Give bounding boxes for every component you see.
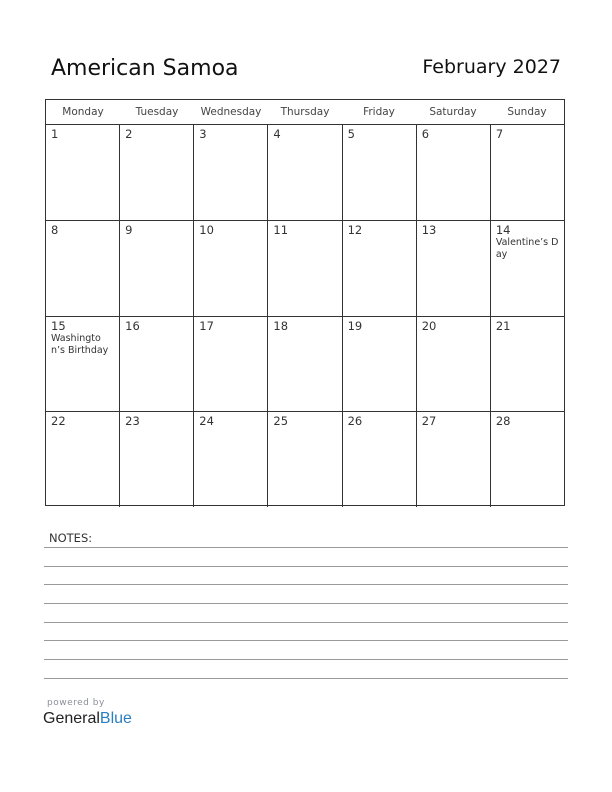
note-line (44, 640, 568, 641)
weekday-header: Saturday (429, 106, 477, 118)
day-number: 11 (273, 222, 289, 237)
day-cell (343, 317, 417, 412)
day-number: 3 (199, 127, 207, 141)
note-line (44, 622, 568, 623)
day-cell (417, 412, 491, 507)
day-number: 27 (421, 414, 437, 429)
day-cell (120, 125, 194, 220)
day-number: 1 (51, 127, 59, 141)
day-cell (194, 412, 268, 507)
weekday-header: Monday (62, 106, 104, 118)
weekday-header-row (46, 100, 564, 125)
holiday-label: Washington’s Birthday (51, 332, 109, 356)
day-number: 25 (273, 414, 289, 429)
day-number: 8 (51, 222, 59, 237)
day-number: 17 (199, 318, 214, 333)
note-line (44, 547, 568, 548)
note-line (44, 659, 568, 660)
day-cell (120, 221, 194, 316)
note-line (44, 566, 568, 567)
weekday-header: Friday (363, 106, 395, 118)
brand-name-general: General (43, 710, 100, 727)
day-number: 4 (273, 127, 281, 141)
day-number: 22 (51, 414, 66, 429)
day-cell (491, 221, 564, 316)
brand-logo (43, 710, 132, 728)
day-number: 15 (51, 318, 66, 333)
day-cell (120, 412, 194, 507)
day-number: 12 (347, 222, 363, 237)
day-cell (46, 317, 120, 412)
weekday-header: Sunday (507, 106, 547, 118)
weekday-header: Tuesday (135, 106, 179, 118)
day-cell (268, 125, 342, 220)
day-number: 20 (421, 318, 437, 333)
day-number: 6 (421, 127, 430, 141)
day-number: 26 (347, 414, 363, 429)
day-cell (268, 412, 342, 507)
day-cell (268, 221, 342, 316)
week-row (46, 412, 564, 507)
weeks-container (46, 125, 564, 507)
week-row (46, 317, 564, 413)
day-number: 23 (125, 414, 140, 429)
weekday-header: Thursday (280, 106, 330, 118)
day-number: 9 (125, 222, 133, 237)
day-cell (417, 317, 491, 412)
day-number: 28 (495, 414, 511, 429)
day-cell (46, 125, 120, 220)
day-number: 21 (495, 318, 511, 333)
brand-name-blue: Blue (99, 710, 132, 727)
day-cell (194, 125, 268, 220)
note-line (44, 603, 568, 604)
day-cell (268, 317, 342, 412)
week-row (46, 221, 564, 317)
day-number: 16 (125, 318, 140, 333)
day-number: 5 (347, 127, 355, 141)
region-title: American Samoa (51, 56, 239, 81)
day-cell (343, 221, 417, 316)
day-number: 19 (347, 318, 363, 333)
day-cell (491, 125, 564, 220)
day-number: 24 (199, 414, 214, 429)
holiday-label: Valentine’s Day (495, 236, 559, 260)
day-cell (46, 412, 120, 507)
weekday-header: Wednesday (200, 106, 262, 118)
day-cell (491, 317, 564, 412)
day-cell (194, 317, 268, 412)
month-title: February 2027 (422, 56, 561, 78)
day-cell (491, 412, 564, 507)
day-cell (417, 221, 491, 316)
day-number: 14 (495, 222, 511, 237)
day-cell (343, 412, 417, 507)
day-cell (343, 125, 417, 220)
day-cell (120, 317, 194, 412)
day-cell (46, 221, 120, 316)
calendar-grid (45, 99, 565, 506)
day-cell (417, 125, 491, 220)
day-cell (194, 221, 268, 316)
day-number: 18 (273, 318, 289, 333)
day-number: 7 (495, 127, 504, 141)
notes-label: NOTES: (49, 531, 93, 545)
day-number: 13 (421, 222, 437, 237)
day-number: 10 (199, 222, 214, 237)
powered-by-text: powered by (47, 698, 105, 708)
note-line (44, 678, 568, 679)
week-row (46, 125, 564, 221)
note-line (44, 584, 568, 585)
day-number: 2 (125, 127, 133, 141)
